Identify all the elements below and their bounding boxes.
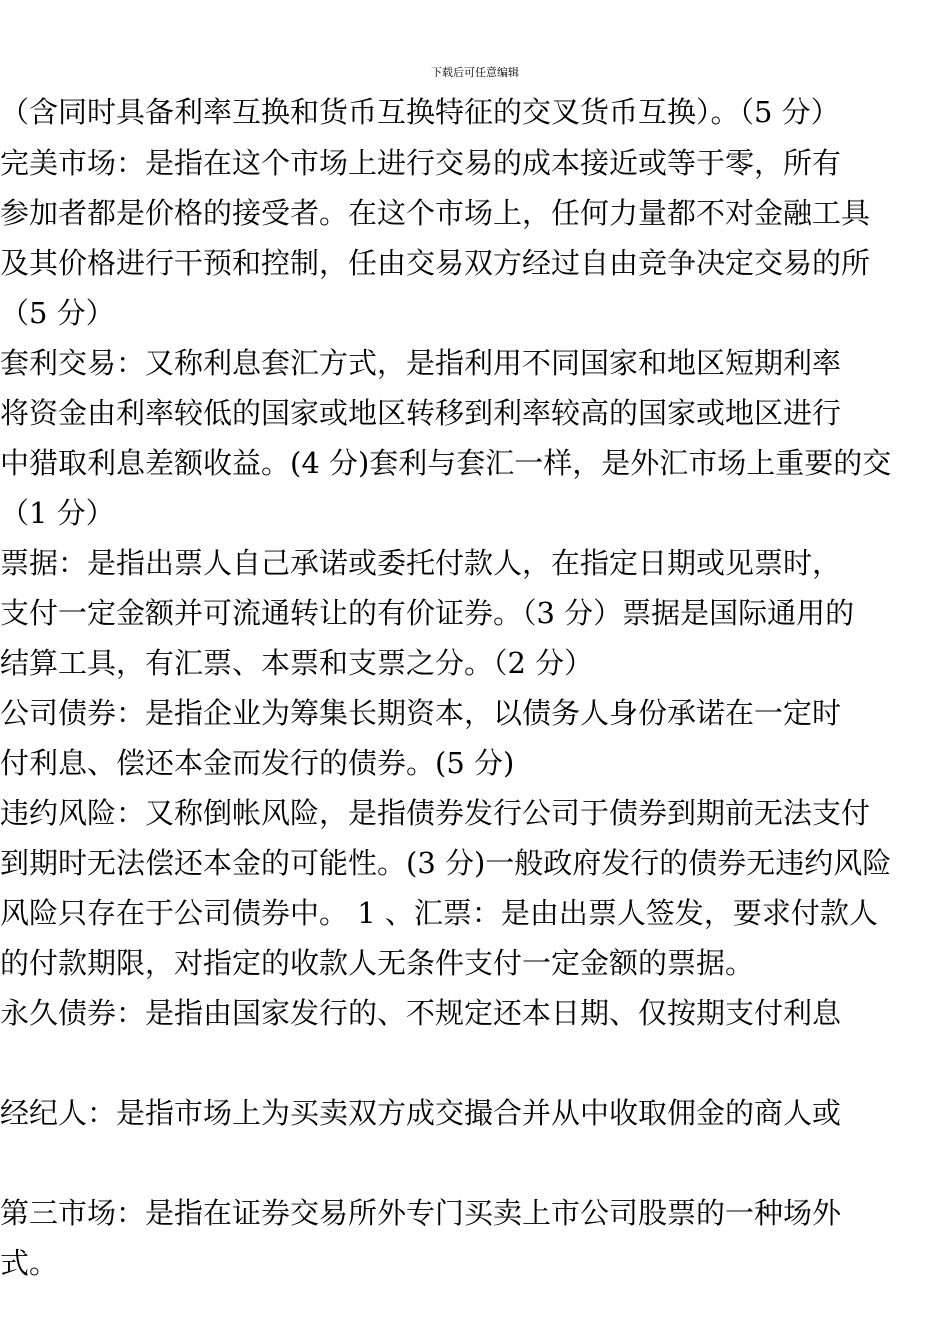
text-line: 支付一定金额并可流通转让的有价证券。（3 分）票据是国际通用的 xyxy=(0,596,855,630)
text-line: 式。 xyxy=(0,1246,59,1280)
text-line: 经纪人：是指市场上为买卖双方成交撮合并从中收取佣金的商人或 xyxy=(0,1096,842,1130)
text-line: （1 分） xyxy=(0,496,115,530)
text-line: 第三市场：是指在证券交易所外专门买卖上市公司股票的一种场外 xyxy=(0,1196,842,1230)
text-line: 结算工具，有汇票、本票和支票之分。（2 分） xyxy=(0,646,594,680)
text-line: 风险只存在于公司债券中。 1 、汇票：是由出票人签发，要求付款人 xyxy=(0,896,878,930)
text-line: 及其价格进行干预和控制，任由交易双方经过自由竞争决定交易的所 xyxy=(0,246,871,280)
text-line: 票据：是指出票人自己承诺或委托付款人，在指定日期或见票时， xyxy=(0,546,842,580)
text-line: 违约风险：又称倒帐风险，是指债券发行公司于债券到期前无法支付 xyxy=(0,796,871,830)
text-line: 的付款期限，对指定的收款人无条件支付一定金额的票据。 xyxy=(0,946,755,980)
text-line: （含同时具备利率互换和货币互换特征的交叉货币互换）。（5 分） xyxy=(0,95,840,129)
text-line: 付利息、偿还本金而发行的债券。(5 分) xyxy=(0,746,515,780)
text-line: 将资金由利率较低的国家或地区转移到利率较高的国家或地区进行 xyxy=(0,396,842,430)
page-header: 下载后可任意编辑 xyxy=(431,66,519,79)
text-line: （5 分） xyxy=(0,296,115,330)
text-line: 中猎取利息差额收益。(4 分)套利与套汇一样，是外汇市场上重要的交 xyxy=(0,446,892,480)
text-line: 到期时无法偿还本金的可能性。(3 分)一般政府发行的债券无违约风险 xyxy=(0,846,892,880)
text-line: 参加者都是价格的接受者。在这个市场上，任何力量都不对金融工具 xyxy=(0,196,871,230)
text-line: 套利交易：又称利息套汇方式，是指利用不同国家和地区短期利率 xyxy=(0,346,842,380)
text-line: 永久债券：是指由国家发行的、不规定还本日期、仅按期支付利息 xyxy=(0,996,842,1030)
text-line: 公司债券：是指企业为筹集长期资本，以债务人身份承诺在一定时 xyxy=(0,696,842,730)
text-line: 完美市场：是指在这个市场上进行交易的成本接近或等于零，所有 xyxy=(0,146,842,180)
